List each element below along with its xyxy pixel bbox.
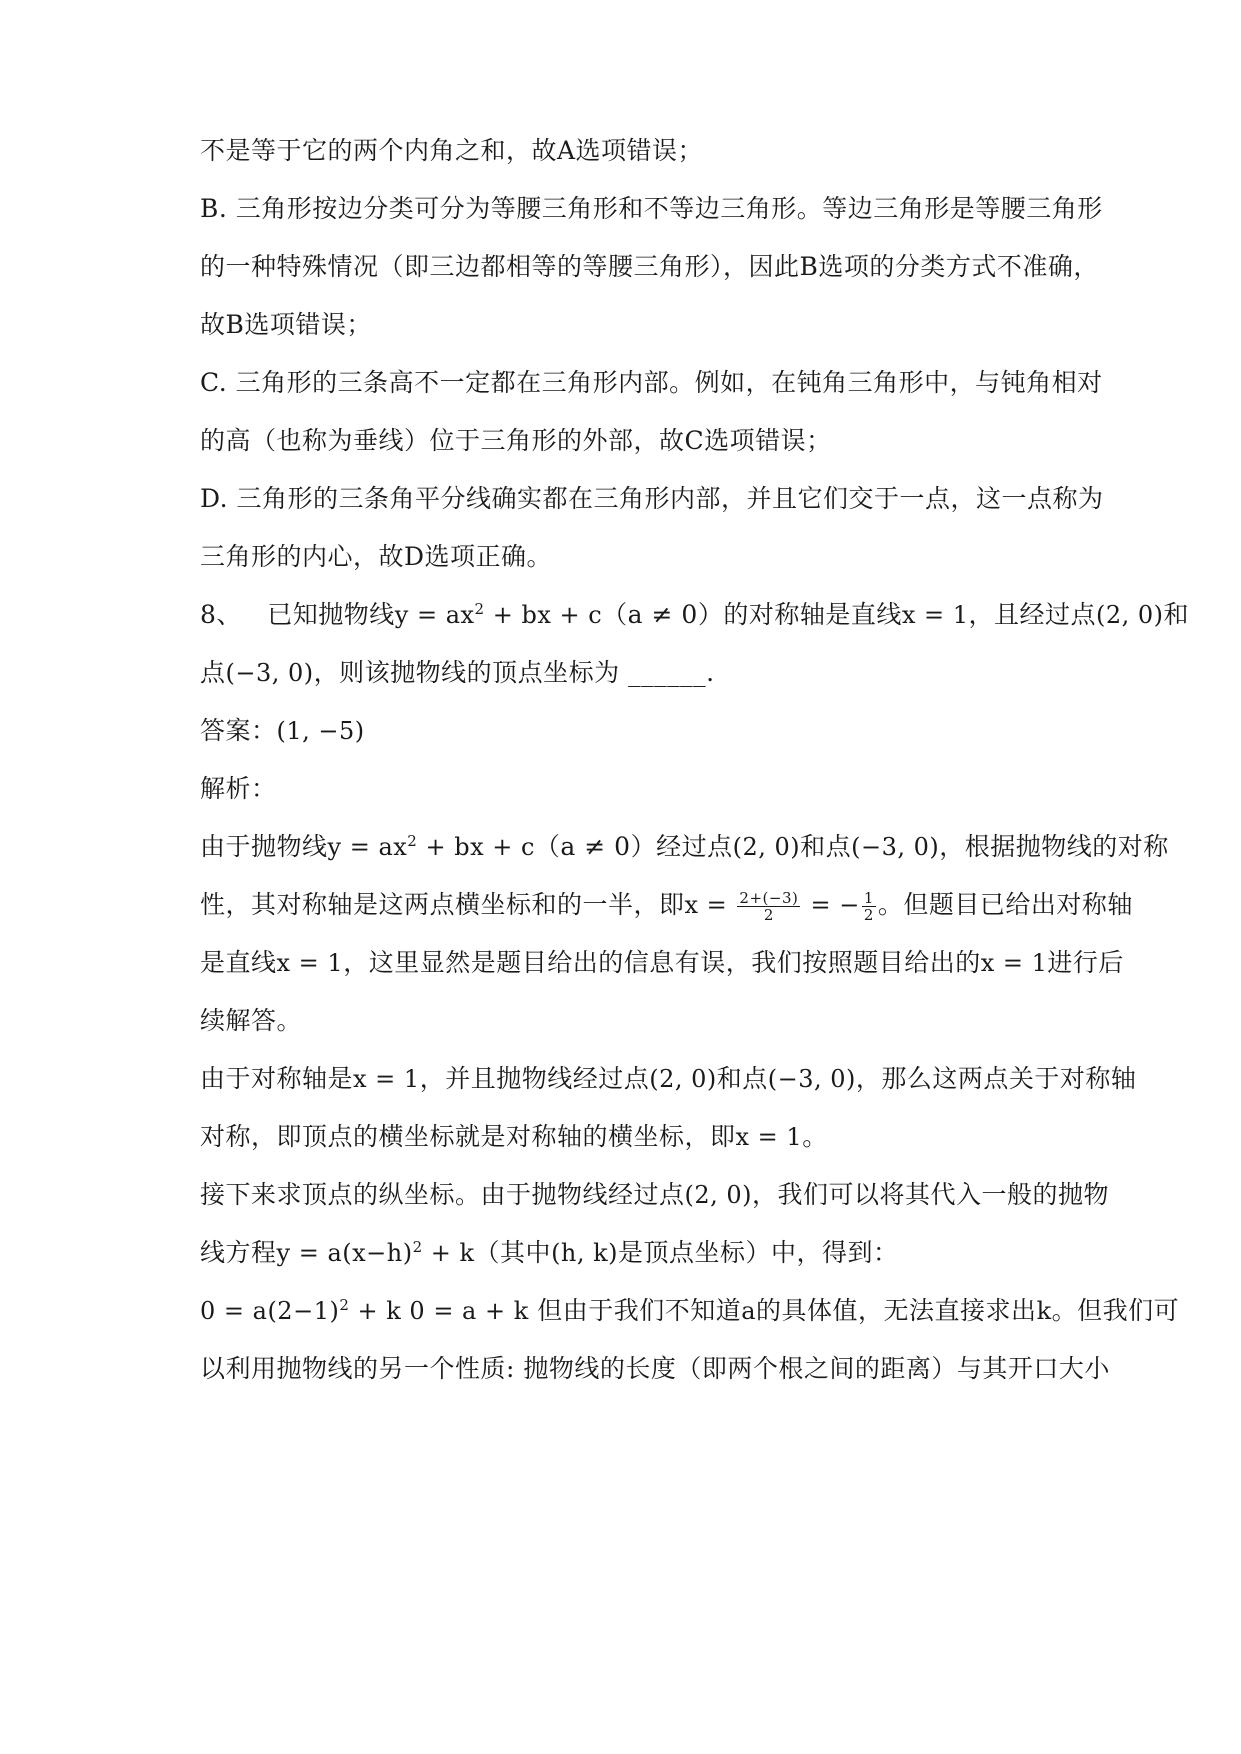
equation: x = 1 (901, 601, 969, 629)
para3-line-1: 接下来求顶点的纵坐标。由于抛物线经过点(2, 0)，我们可以将其代入一般的抛物 (200, 1180, 1110, 1209)
para2-line-1: 由于对称轴是x = 1，并且抛物线经过点(2, 0)和点(−3, 0)，那么这两点关于对称轴 (200, 1064, 1137, 1093)
variable: k (1036, 1297, 1052, 1325)
fraction: $\frac{2+(-3)}{2}$ (739, 889, 799, 924)
text: ，且经过点 (968, 600, 1097, 629)
para4-line-2: 以利用抛物线的另一个性质: 抛物线的长度（即两个根之间的距离）与其开口大小 (200, 1354, 1110, 1383)
text-line: C. 三角形的三条高不一定都在三角形内部。例如，在钝角三角形中，与钝角相对 (200, 368, 1103, 397)
text-line: 的一种特殊情况（即三边都相等的等腰三角形），因此B选项的分类方式不准确， (200, 252, 1099, 281)
equation: x = (684, 891, 736, 919)
para1-line-4: 续解答。 (200, 1006, 303, 1035)
equation: x = 1 (276, 949, 344, 977)
equation: x = 1 (980, 949, 1048, 977)
equation: $y = ax^2$ + bx + c (394, 600, 603, 629)
point: (2, 0) (649, 1065, 717, 1093)
equation: x = 1 (353, 1065, 420, 1093)
text: （a ≠ 0）的对称轴是直线 (602, 600, 902, 629)
point: (2, 0) (1096, 601, 1164, 629)
text-line: 的高（也称为垂线）位于三角形的外部，故C选项错误； (200, 426, 832, 455)
point: (−3, 0) (225, 659, 314, 687)
text-line: B. 三角形按边分类可分为等腰三角形和不等边三角形。等边三角形是等腰三角形 (200, 194, 1103, 223)
para4-line-1: $0 = a(2-1)^2 + k$ 0 = a + k 但由于我们不知道a的具体值，无法直接求出k。但我们可 (200, 1296, 1180, 1325)
para2-line-2: 对称，即顶点的横坐标就是对称轴的横坐标，即x = 1。 (200, 1122, 828, 1151)
point: (2, 0) (684, 1181, 753, 1209)
para1-line-3: 是直线x = 1，这里显然是题目给出的信息有误，我们按照题目给出的x = 1进行后 (200, 948, 1124, 977)
para3-line-2: 线方程$y = a(x-h)^2 + k$（其中(h, k)是顶点坐标）中，得到： (200, 1238, 899, 1267)
para1-line-1: 由于抛物线$y = ax^2$ + bx + c（a ≠ 0）经过点(2, 0)和点(−3, 0)，根据抛物线的对称 (200, 832, 1169, 861)
point: (h, k) (551, 1239, 619, 1267)
equation: $y = ax^2$ + bx + c (327, 832, 535, 861)
text-line: 三角形的内心，故D选项正确。 (200, 542, 553, 571)
text-line: 不是等于它的两个内角之和，故A选项错误； (200, 136, 704, 165)
text: 点 (200, 658, 226, 687)
point: (−3, 0) (851, 833, 940, 861)
analysis-label: 解析： (200, 774, 277, 803)
text: 已知抛物线 (267, 600, 395, 629)
question-8-line-1 (200, 597, 1190, 633)
equation: x = 1 (735, 1123, 803, 1151)
variable: a (741, 1297, 757, 1325)
para1-line-2: 性，其对称轴是这两点横坐标和的一半，即x = $\frac{2+(-3)}{2}$ = − $\frac{1}{2}$ 。但题目已给出对称轴 (200, 889, 1133, 924)
equation: $y = a(x-h)^2 + k$ (276, 1238, 475, 1267)
answer-label: 答案： (200, 716, 277, 745)
text: ，则该抛物线的顶点坐标为 ______. (313, 658, 715, 687)
fraction: $\frac{1}{2}$ (863, 889, 874, 924)
question-number: 8、 (200, 600, 242, 629)
point: (2, 0) (732, 833, 801, 861)
text-line: 故B选项错误； (200, 310, 372, 339)
point: (−3, 0) (767, 1065, 856, 1093)
equation: $0 = a(2-1)^2 + k$ 0 = a + k (200, 1296, 529, 1325)
question-8-line-2 (200, 655, 1080, 691)
text-line: D. 三角形的三条角平分线确实都在三角形内部，并且它们交于一点，这一点称为 (200, 484, 1104, 513)
answer-line (200, 713, 1080, 749)
answer-value: (1, −5) (276, 717, 365, 745)
text: 和 (1163, 600, 1190, 629)
